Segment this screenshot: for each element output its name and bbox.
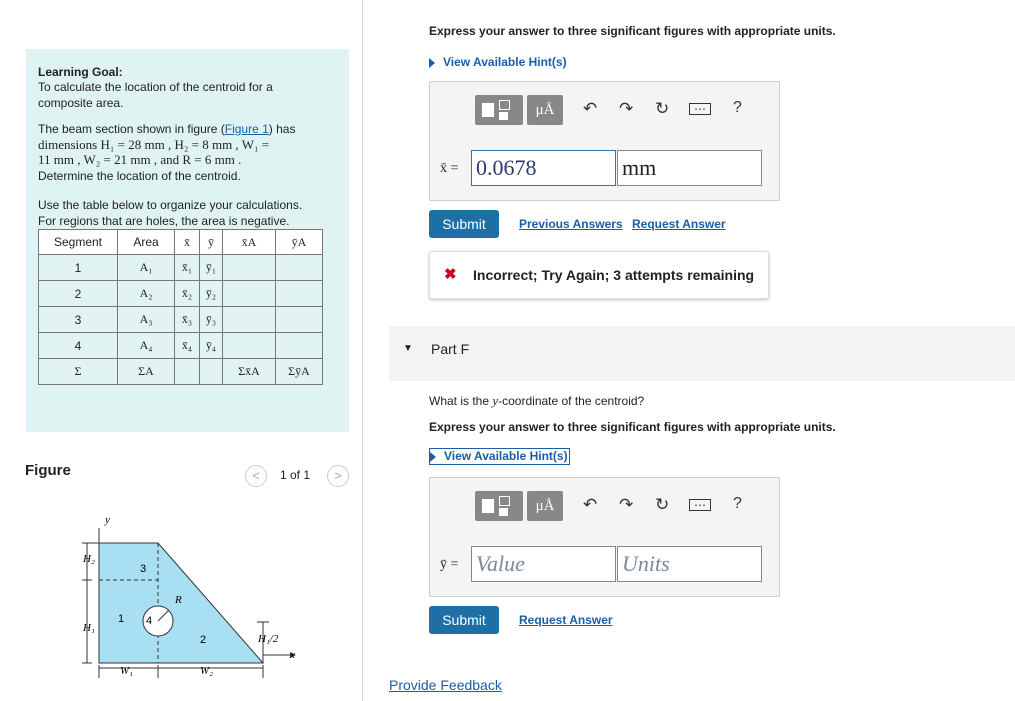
template-block [499,508,508,516]
part-f-question: What is the y-coordinate of the centroid? [429,393,645,408]
part-f-submit-button[interactable]: Submit [429,606,499,634]
cell-sum-xa: Σx̄A [223,359,276,385]
w2-label: W₂ [200,665,213,677]
templates-icon[interactable] [475,95,523,125]
cell-sum-ya: ΣȳA [276,359,323,385]
segment-3-label: 3 [140,563,147,575]
cell-area: A₁ [118,255,175,281]
math-toolbar [475,491,775,521]
previous-answers-link[interactable]: Previous Answers [519,217,623,231]
goal-text-line2: composite area. [38,96,124,110]
part-e-answer-box [429,81,780,201]
figure-heading: Figure [25,462,71,479]
cell-empty [175,359,200,385]
col-header-segment: Segment [39,230,118,255]
collapse-triangle-icon: ▼ [403,343,413,354]
redo-icon[interactable]: ↷ [619,495,634,514]
x-axis-label: x [290,649,295,661]
keyboard-icon[interactable]: ⋯ [689,103,711,115]
table-row [39,255,323,281]
column-divider [362,0,363,701]
cell-empty [200,359,223,385]
part-f-header[interactable] [389,326,1015,381]
table-header-row [39,230,323,255]
h1-label: H₁ [83,622,95,634]
cell-area: A₄ [118,333,175,359]
cell-sum-area: ΣA [118,359,175,385]
part-f-title: Part F [431,341,470,357]
cell-ya [276,281,323,307]
table-instructions-line2: For regions that are holes, the area is negative. [38,214,290,228]
cell-xbar: x̄₁ [175,255,200,281]
centroid-table [38,229,323,385]
part-f-request-answer-link[interactable]: Request Answer [519,613,613,627]
reset-icon[interactable]: ↻ [655,495,670,514]
h1-half-label: H₁/2 [258,633,279,645]
provide-feedback-link[interactable]: Provide Feedback [389,677,502,693]
keyboard-icon[interactable]: ⋯ [689,499,711,511]
cell-ya [276,255,323,281]
math-toolbar [475,95,775,125]
cell-segment: 1 [39,255,118,281]
cell-area: A₂ [118,281,175,307]
units-button[interactable]: μÅ [527,491,563,521]
w1-label: W₁ [120,665,133,677]
redo-icon[interactable]: ↷ [619,99,634,118]
cell-segment: 3 [39,307,118,333]
col-header-xa: x̄A [223,230,276,255]
col-header-xbar: x̄ [175,230,200,255]
expand-triangle-icon [429,58,435,68]
xbar-value-input[interactable]: 0.0678 [471,150,616,186]
cell-ybar: ȳ₃ [200,307,223,333]
cell-xa [223,255,276,281]
table-row [39,281,323,307]
cell-xbar: x̄₂ [175,281,200,307]
dimensions-line2: 11 mm , W₂ = 21 mm , and R = 6 mm . [38,152,242,167]
part-e-submit-button[interactable]: Submit [429,210,499,238]
ybar-value-input[interactable]: Value [471,546,616,582]
units-button[interactable]: μÅ [527,95,563,125]
cell-ybar: ȳ₁ [200,255,223,281]
template-block [482,499,494,513]
table-row [39,307,323,333]
next-figure-button[interactable]: > [327,465,349,487]
undo-icon[interactable]: ↶ [583,99,598,118]
col-header-ya: ȳA [276,230,323,255]
figure-link[interactable]: Figure 1 [224,122,269,136]
incorrect-x-icon: ✖ [444,266,457,283]
cell-ya [276,307,323,333]
template-block [499,112,508,120]
part-f-hint-link[interactable]: View Available Hint(s) [429,448,570,465]
cell-ya [276,333,323,359]
undo-icon[interactable]: ↶ [583,495,598,514]
cell-xa [223,281,276,307]
incorrect-feedback-box [429,251,769,299]
cell-xa [223,333,276,359]
template-block [499,100,510,110]
prev-figure-button[interactable]: < [245,465,267,487]
radius-label: R [175,594,182,606]
ybar-label: ȳ = [440,557,459,572]
table-sum-row [39,359,323,385]
col-header-ybar: ȳ [200,230,223,255]
beam-section-figure [78,510,308,685]
part-e-request-answer-link[interactable]: Request Answer [632,217,726,231]
part-e-express-text: Express your answer to three significant figures with appropriate units. [429,24,836,38]
figure-page-count: 1 of 1 [280,468,311,482]
cell-ybar: ȳ₂ [200,281,223,307]
help-icon[interactable]: ? [733,495,742,512]
ybar-units-input[interactable]: Units [617,546,762,582]
table-row [39,333,323,359]
col-header-area: Area [118,230,175,255]
cell-segment: 4 [39,333,118,359]
learning-goal-panel [26,49,349,432]
cell-sum-symbol: Σ [39,359,118,385]
segment-4-label: 4 [146,615,153,627]
figure-pager [245,465,349,487]
cell-segment: 2 [39,281,118,307]
xbar-label: x̄ = [440,161,459,176]
determine-text: Determine the location of the centroid. [38,169,241,183]
part-f-express-text: Express your answer to three significant figures with appropriate units. [429,420,836,434]
part-f-answer-box [429,477,780,597]
cell-xbar: x̄₃ [175,307,200,333]
help-icon[interactable]: ? [733,99,742,116]
table-instructions-line1: Use the table below to organize your calculations. [38,198,303,212]
goal-text-line1: To calculate the location of the centroid for a [38,80,273,94]
cell-xa [223,307,276,333]
reset-icon[interactable]: ↻ [655,99,670,118]
template-block [499,496,510,506]
segment-1-label: 1 [118,613,125,625]
h2-label: H₂ [83,553,95,565]
cell-xbar: x̄₄ [175,333,200,359]
incorrect-feedback-text: Incorrect; Try Again; 3 attempts remaining [473,267,755,283]
dimensions-line1: dimensions H₁ = 28 mm , H₂ = 8 mm , W₁ = [38,137,270,152]
expand-triangle-icon [430,452,436,462]
beam-description: The beam section shown in figure (Figure 1) has [38,122,296,136]
y-axis-label: y [105,514,110,526]
cell-area: A₃ [118,307,175,333]
cell-ybar: ȳ₄ [200,333,223,359]
segment-2-label: 2 [200,634,207,646]
learning-goal-heading: Learning Goal: [38,65,123,79]
template-block [482,103,494,117]
templates-icon[interactable] [475,491,523,521]
xbar-units-input[interactable]: mm [617,150,762,186]
part-e-hint-link[interactable]: View Available Hint(s) [429,55,567,69]
